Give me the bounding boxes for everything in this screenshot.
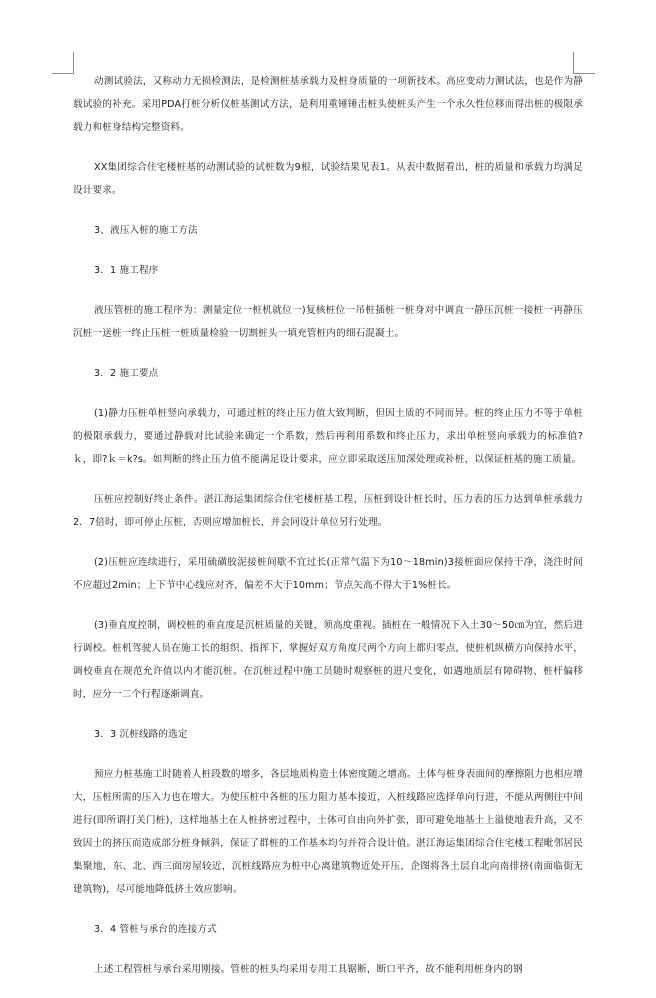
subsection-heading-3-1: 3．1 施工程序 <box>94 265 159 276</box>
subsection-heading-3-2: 3．2 施工要点 <box>94 368 159 379</box>
paragraph-point-3: (3)垂直度控制，调校桩的垂直度是沉桩质量的关键，须高度重视。插桩在一般情况下入土30～50㎝为宜，然后进行调校。桩机驾驶人员在施工长的组织、指挥下，掌握好双方角度尺两个方向上都归零点，使桩机纵横方向保持水平，调校垂直在规范允许值以内才能沉桩。在沉桩过程中施工员随时观察桩的进尺变化，如遇地质层有障碍物、桩杆偏移时，应分一二个行程逐渐调直。 <box>73 620 583 700</box>
paragraph-point-1: (1)静力压桩单桩竖向承载力，可通过桩的终止压力值大致判断，但因土质的不同而异。桩的终止压力不等于单桩的极限承载力，要通过静载对比试验来确定一个系数，然后再利用系数和终止压力，求出单桩竖向承载力的标准值?ｋ，即?ｋ＝k?s。如判断的终止压力值不能满足设计要求，应立即采取送压加深处理或补桩，以保证桩基的施工质量。 <box>73 408 583 465</box>
paragraph-procedure: 液压管桩的施工程序为：测量定位一桩机就位一)复核桩位一吊桩插桩一桩身对中调直一静压沉桩一接桩一再静压沉桩一送桩一终止压桩一桩质量检验一切割桩头一填充管桩内的细石混凝土。 <box>73 305 583 339</box>
section-heading-3: 3、液压入桩的施工方法 <box>94 225 198 236</box>
paragraph-route-selection: 预应力桩基施工时随着人桩段数的增多，各层地质构造土体密度随之增高。土体与桩身表面间的摩擦阻力也相应增大，压桩所需的压入力也在增大。为使压桩中各桩的压力阻力基本接近，入桩线路应选择单向行进，不能从两侧往中间进行(即所谓打关门桩)，这样地基土在人桩挤密过程中，土体可自由向外扩张，即可避免地基土上溢使地表升高，又不致因土的挤压而造成部分桩身倾斜，保证了群桩的工作基本均匀并符合设计值。湛江海运集团综合住宅楼工程毗邻居民集聚地，东、北、西三面房屋较近，沉桩线路应为桩中心离建筑物近处开压，企图将各土层自北向南排挤(南面临街无建筑物)，尽可能地降低挤土效应影响。 <box>73 769 583 895</box>
subsection-heading-3-4: 3．4 管桩与承台的连接方式 <box>94 924 217 935</box>
crop-mark-left-horizontal <box>52 73 74 74</box>
paragraph-point-2: (2)压桩应连续进行，采用硫磺胶泥接桩间歇不宜过长(正常气温下为10～18min)3接桩面应保持干净，浇注时间不应超过2min；上下节中心线应对齐，偏差不大于10mm；节点矢高不得大于1%桩长。 <box>73 557 583 591</box>
paragraph-dynamic-test: 动测试验法，又称动力无损检测法，是检测桩基承载力及桩身质量的一项新技术。高应变动力测试法，也是作为静载试验的补充。采用PDA打桩分析仪桩基测试方法，是利用重锤锤击桩头使桩头产生一个永久性位移而得出桩的极限承载力和桩身结构完整资料。 <box>73 76 583 133</box>
paragraph-termination: 压桩应控制好终止条件。湛江海运集团综合住宅楼桩基工程，压桩到设计桩长时，压力表的压力达到单桩承载力2．7倍时，即可停止压桩，否则应增加桩长，并会同设计单位另行处理。 <box>73 494 583 528</box>
paragraph-test-results: XX集团综合住宅楼桩基的动测试验的试桩数为9根，试验结果见表1。从表中数据看出，桩的质量和承载力均满足设计要求。 <box>73 162 583 196</box>
paragraph-connection: 上述工程管桩与承台采用刚接。管桩的桩头均采用专用工具锯断，断口平齐，故不能利用桩身内的钢 <box>94 964 523 975</box>
document-page <box>73 70 583 998</box>
subsection-heading-3-3: 3．3 沉桩线路的选定 <box>94 729 188 740</box>
